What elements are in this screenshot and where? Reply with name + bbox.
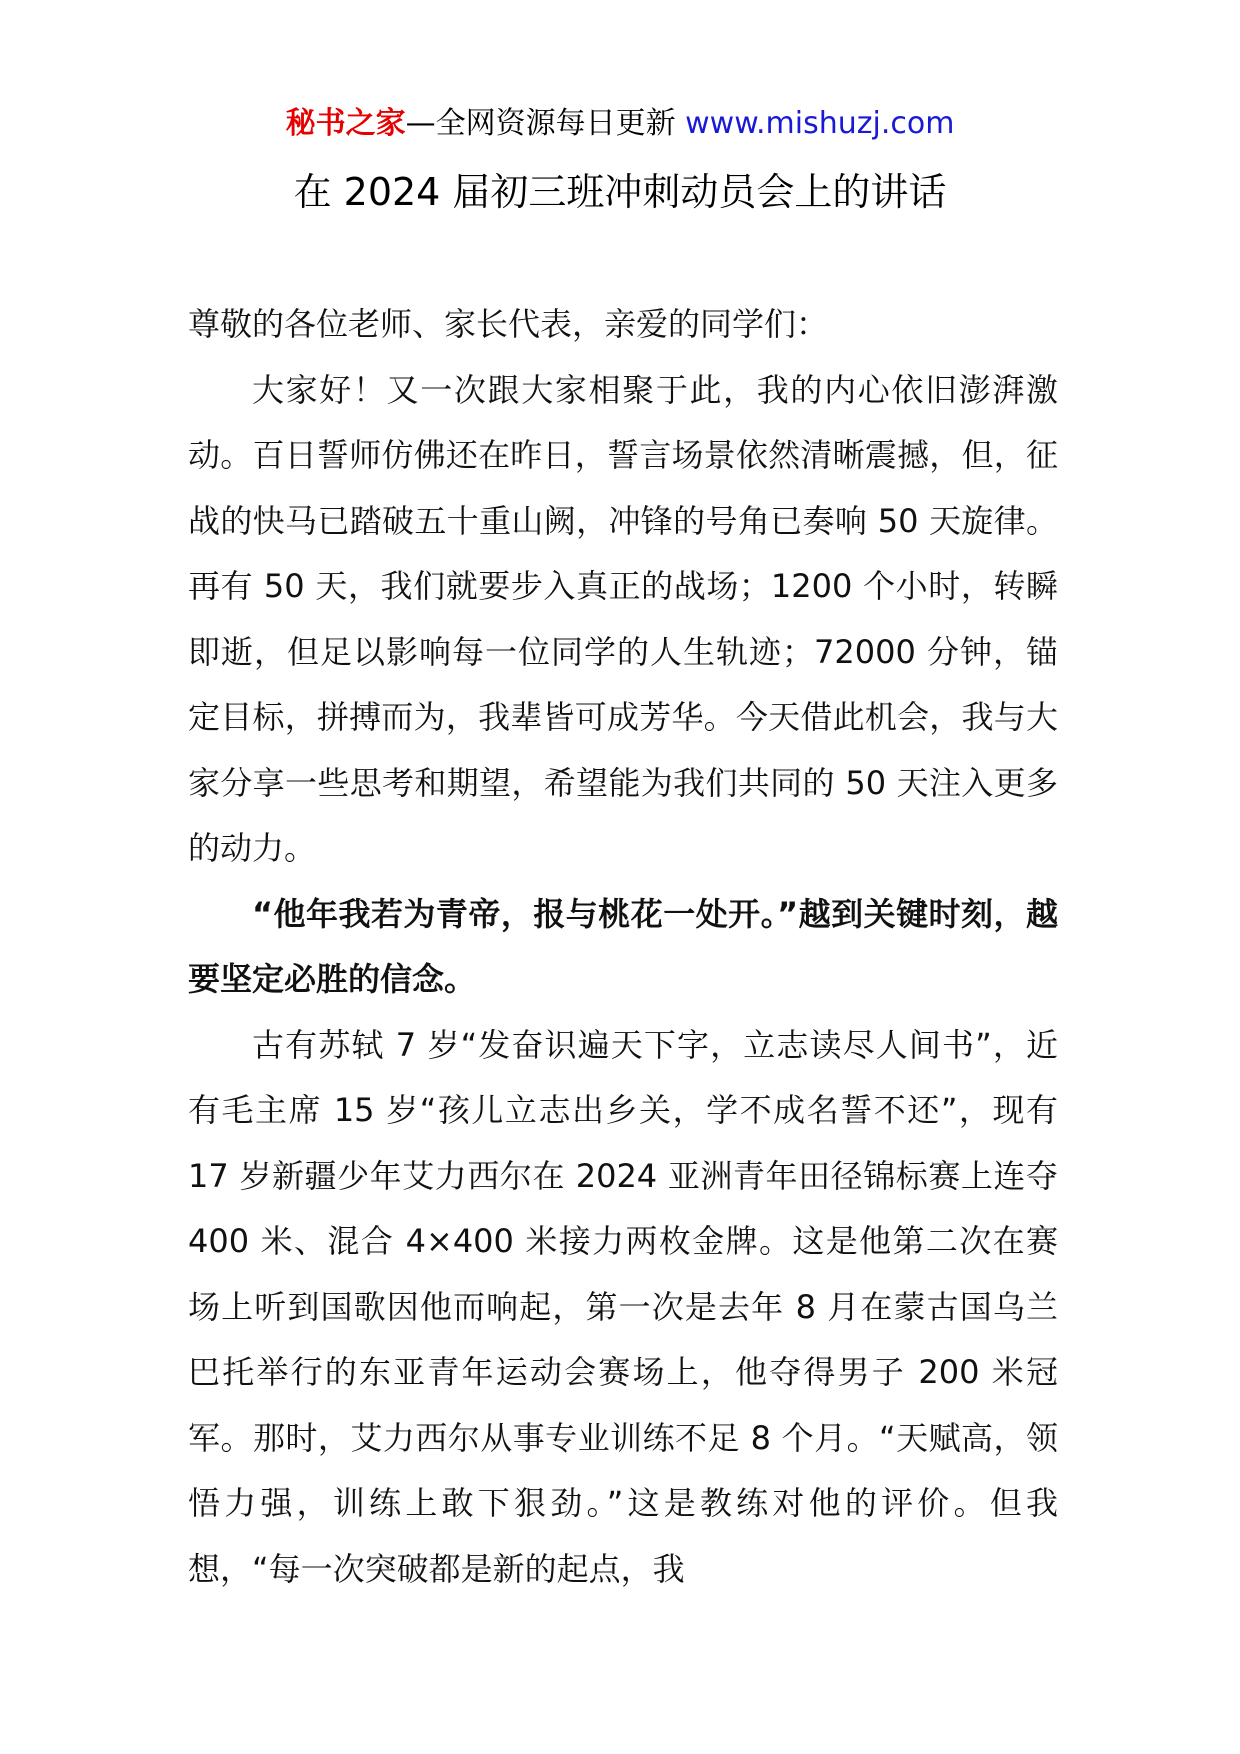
site-header <box>0 100 1240 148</box>
document-title: 在 2024 届初三班冲刺动员会上的讲话 <box>293 170 947 214</box>
document-body <box>188 292 1058 1602</box>
header-slogan: —全网资源每日更新 <box>405 106 686 141</box>
brand-name[interactable]: 秘书之家 <box>285 106 406 141</box>
salutation: 尊敬的各位老师、家长代表，亲爱的同学们： <box>188 305 829 343</box>
site-url-link[interactable]: www.mishuzj.com <box>685 106 955 141</box>
body-paragraph: 大家好！又一次跟大家相聚于此，我的内心依旧澎湃激动。百日誓师仿佛还在昨日，誓言场景依然清晰震撼，但，征战的快马已踏破五十重山阙，冲锋的号角已奏响 50 天旋律。再有 50 天，我们就要步入真正的战场；1200 个小时，转瞬即逝，但足以影响每一位同学的人生轨迹；72000 分钟，锚定目标，拼搏而为，我辈皆可成芳华。今天借此机会，我与大家分享一些思考和期望，希望能为我们共同的 50 天注入更多的动力。 <box>188 370 1058 867</box>
body-paragraph: 古有苏轼 7 岁“发奋识遍天下字，立志读尽人间书”，近有毛主席 15 岁“孩儿立志出乡关，学不成名誓不还”，现有 17 岁新疆少年艾力西尔在 2024 亚洲青年田径锦标赛上连夺 400 米、混合 4×400 米接力两枚金牌。这是他第二次在赛场上听到国歌因他而响起，第一次是去年 8 月在蒙古国乌兰巴托举行的东亚青年运动会赛场上，他夺得男子 200 米冠军。那时，艾力西尔从事专业训练不足 8 个月。“天赋高，领悟力强，训练上敢下狠劲。”这是教练对他的评价。但我想，“每一次突破都是新的起点，我 <box>188 1025 1058 1588</box>
section-heading: “他年我若为青帝，报与桃花一处开。”越到关键时刻，越要坚定必胜的信念。 <box>188 894 1058 998</box>
